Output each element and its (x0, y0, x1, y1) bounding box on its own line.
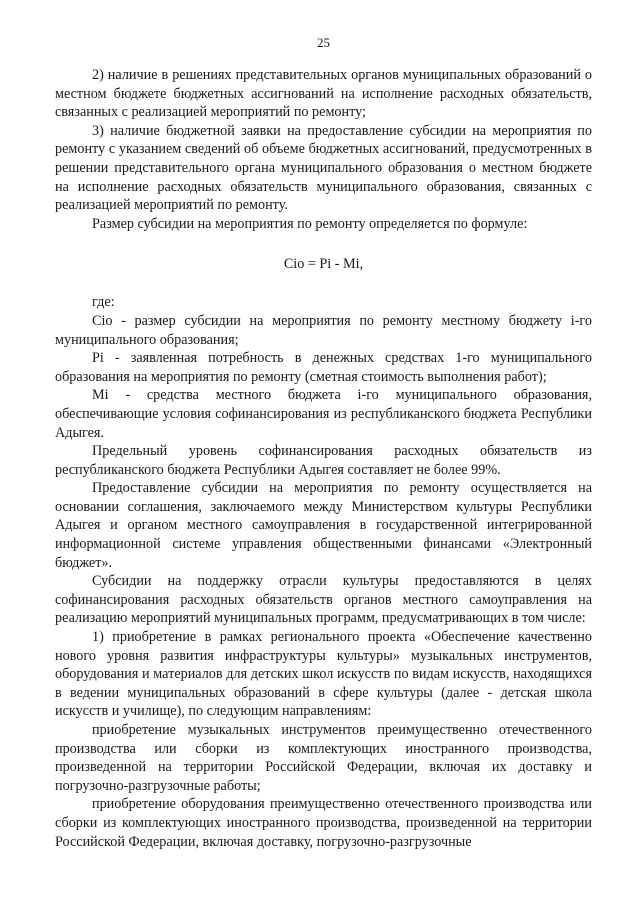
document-body (55, 66, 592, 851)
document-page (55, 0, 592, 905)
list-item: приобретение музыкальных инструментов преимущественно отечественного производства или сборки из комплектующих иностранного производства, произведенной на территории Российской Федерации, включая их доставку и погрузочно-разгрузочные работы; (55, 722, 592, 794)
list-item: 1) приобретение в рамках регионального проекта «Обеспечение качественно нового уровня развития инфраструктуры культуры» музыкальных инструментов, оборудования и материалов для детских школ искусств по видам искусств, находящихся в ведении муниципальных образований в сфере культуры (далее - детская школа искусств и училище), по следующим направлениям: (55, 629, 592, 720)
page-number: 25 (317, 35, 330, 50)
paragraph: Предельный уровень софинансирования расходных обязательств из республиканского бюджета Республики Адыгея составляет не более 99%. (55, 443, 592, 478)
paragraph: 3) наличие бюджетной заявки на предоставление субсидии на мероприятия по ремонту с указанием сведений об объеме бюджетных ассигнований, предусмотренных в решении представительного органа муниципального образования о местном бюджете на исполнение расходных обязательств муниципального образования, связанных с реализацией мероприятий по ремонту. (55, 122, 592, 214)
paragraph: Предоставление субсидии на мероприятия по ремонту осуществляется на основании соглашения, заключаемого между Министерством культуры Республики Адыгея и органом местного самоуправления в государственной интегрированной информационной системе управления общественными финансами «Электронный бюджет». (55, 480, 592, 571)
formula: Ciо = Pi - Mi, (283, 256, 364, 273)
definition-pi: Pi - заявленная потребность в денежных средствах 1-го муниципального образования на мероприятия по ремонту (сметная стоимость выполнения работ); (55, 350, 592, 385)
paragraph: 2) наличие в решениях представительных органов муниципальных образований о местном бюджете бюджетных ассигнований на исполнение расходных обязательств, связанных с реализацией мероприятий по ремонту; (55, 67, 592, 121)
where-label: где: (92, 294, 115, 311)
paragraph: Субсидии на поддержку отрасли культуры предоставляются в целях софинансирования расходных обязательств органов местного самоуправления на реализацию мероприятий муниципальных программ, предусматривающих в том числе: (55, 573, 592, 627)
definition-cio: Ciо - размер субсидии на мероприятия по ремонту местному бюджету i-го муниципального образования; (55, 312, 592, 348)
paragraph: Размер субсидии на мероприятия по ремонту определяется по формуле: (92, 215, 528, 232)
list-item: приобретение оборудования преимущественно отечественного производства или сборки из комплектующих иностранного производства, произведенной на территории Российской Федерации, включая доставку, погрузочно-разгрузочные (55, 796, 592, 850)
definition-mi: Mi - средства местного бюджета i-го муниципального образования, обеспечивающие условия софинансирования из республиканского бюджета Республики Адыгея. (55, 387, 592, 441)
